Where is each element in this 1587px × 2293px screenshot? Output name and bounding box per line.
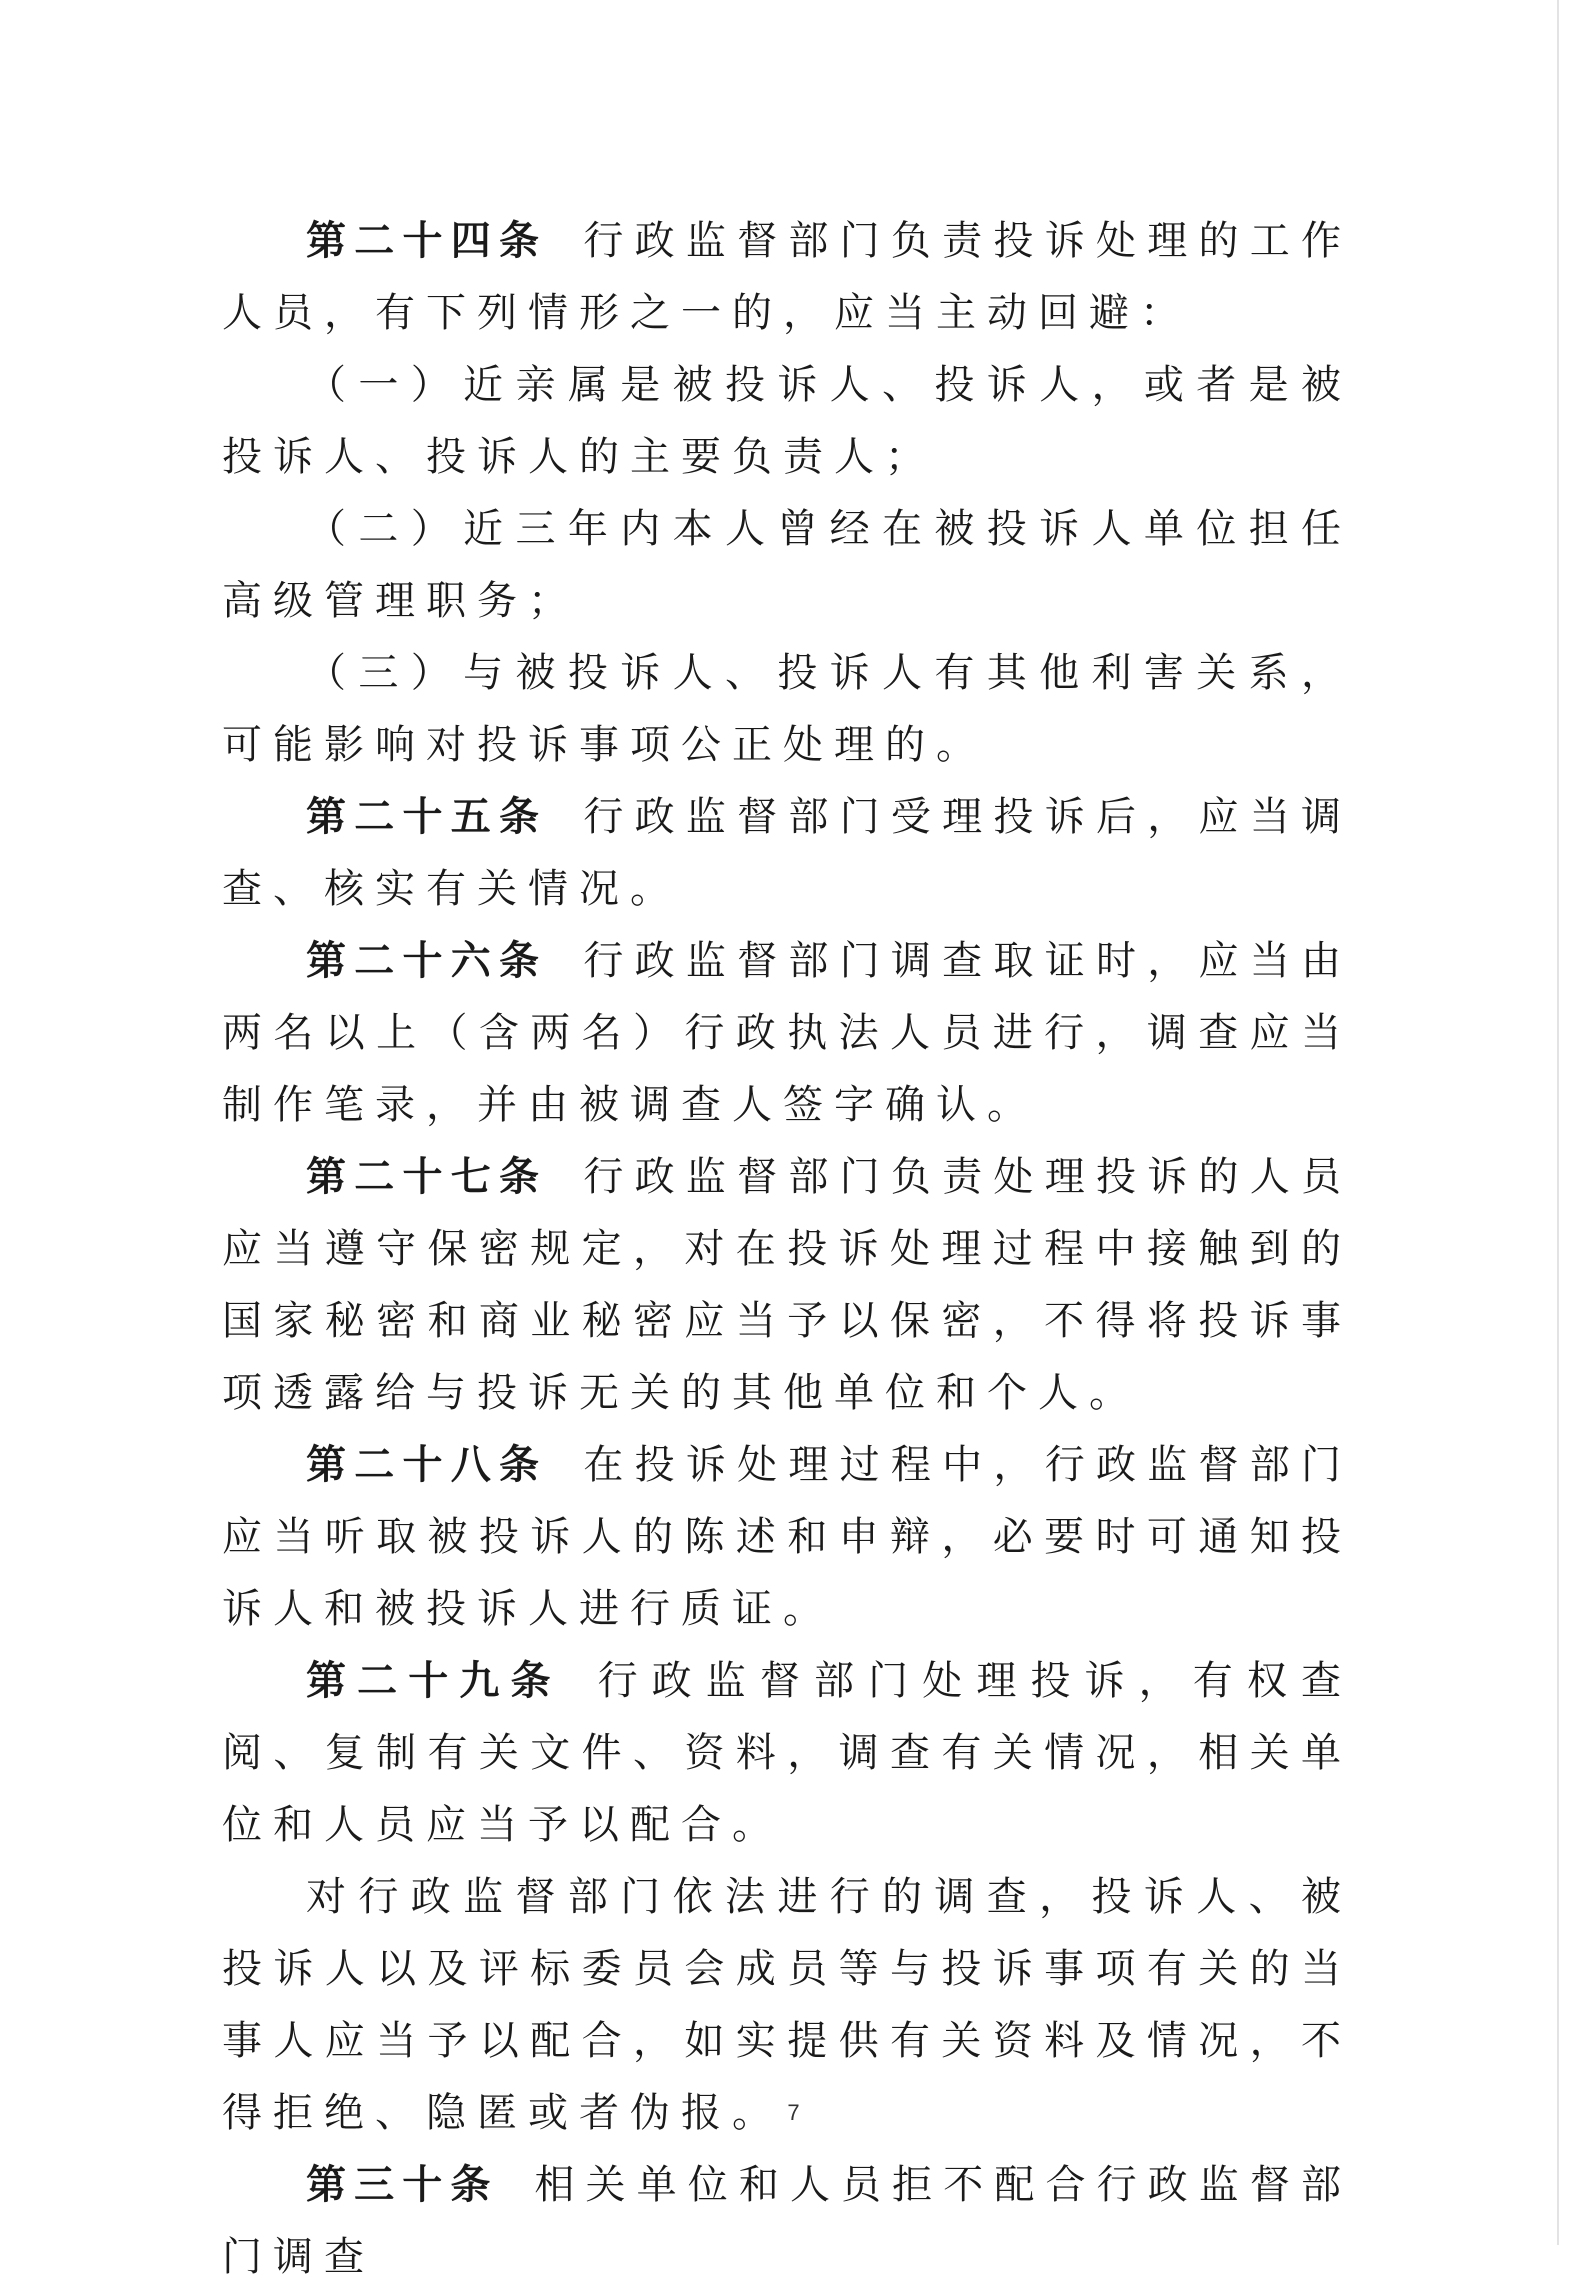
paragraph-text: 行政监督部门负责处理投诉的人员应当遵守保密规定，对在投诉处理过程中接触到的国家秘密和商业秘密应当予以保密，不得将投诉事项透露给与投诉无关的其他单位和个人。 — [222, 1154, 1353, 1416]
article-number: 第二十六条 — [306, 937, 548, 984]
article-number: 第三十条 — [306, 2161, 499, 2208]
paragraph-article-26 — [222, 925, 1352, 1141]
paragraph-text: （一）近亲属是被投诉人、投诉人，或者是被投诉人、投诉人的主要负责人； — [222, 362, 1352, 480]
article-number: 第二十九条 — [306, 1657, 562, 1704]
paragraph-article-27 — [222, 1141, 1352, 1429]
paragraph-text: 对行政监督部门依法进行的调查，投诉人、被投诉人以及评标委员会成员等与投诉事项有关的当事人应当予以配合，如实提供有关资料及情况，不得拒绝、隐匿或者伪报。 — [222, 1874, 1352, 2136]
paragraph-text: 行政监督部门负责投诉处理的工作人员，有下列情形之一的，应当主动回避： — [222, 218, 1353, 336]
paragraph-article-30 — [222, 2149, 1352, 2293]
paragraph-article-24 — [222, 205, 1352, 349]
scan-edge-line — [1557, 0, 1559, 2245]
paragraph-text: 行政监督部门受理投诉后，应当调查、核实有关情况。 — [222, 794, 1353, 912]
paragraph-clause-3 — [222, 637, 1352, 781]
paragraph-article-28 — [222, 1429, 1352, 1645]
article-number: 第二十四条 — [306, 217, 548, 264]
article-number: 第二十七条 — [306, 1153, 548, 1200]
article-number: 第二十八条 — [306, 1441, 548, 1488]
paragraph-clause-1 — [222, 349, 1352, 493]
paragraph-text: 行政监督部门处理投诉，有权查阅、复制有关文件、资料，调查有关情况，相关单位和人员应当予以配合。 — [222, 1658, 1353, 1848]
paragraph-article-29 — [222, 1645, 1352, 1861]
paragraph-text: 行政监督部门调查取证时，应当由两名以上（含两名）行政执法人员进行，调查应当制作笔录，并由被调查人签字确认。 — [222, 938, 1353, 1128]
paragraph-text: 相关单位和人员拒不配合行政监督部门调查 — [222, 2162, 1353, 2280]
paragraph-clause-2 — [222, 493, 1352, 637]
paragraph-text: （二）近三年内本人曾经在被投诉人单位担任高级管理职务； — [222, 506, 1352, 624]
paragraph-text: （三）与被投诉人、投诉人有其他利害关系，可能影响对投诉事项公正处理的。 — [222, 650, 1352, 768]
paragraph-text: 在投诉处理过程中，行政监督部门应当听取被投诉人的陈述和申辩，必要时可通知投诉人和被投诉人进行质证。 — [222, 1442, 1353, 1632]
document-body — [222, 205, 1352, 2293]
article-number: 第二十五条 — [306, 793, 548, 840]
paragraph-article-25 — [222, 781, 1352, 925]
page-number: 7 — [787, 2100, 800, 2125]
